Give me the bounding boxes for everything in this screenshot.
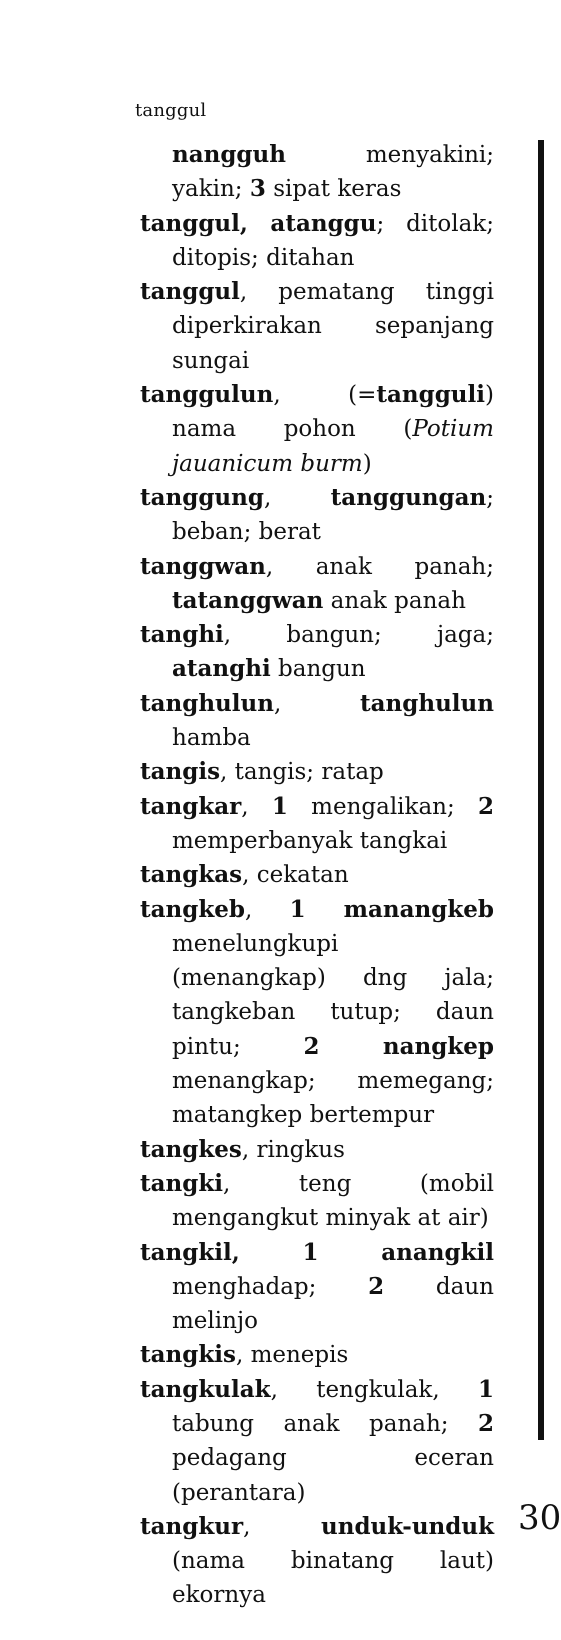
entry-headword: tangkes xyxy=(140,1135,242,1163)
entry-text: ; beban; berat xyxy=(172,484,494,546)
dictionary-entry xyxy=(140,138,494,207)
entry-headword: tanggul xyxy=(140,278,240,306)
entry-headword: tangkur xyxy=(140,1512,244,1540)
entry-latin-name: Potium jauanicum burm xyxy=(172,416,494,477)
dictionary-entry xyxy=(140,755,494,789)
entry-text: daun melinjo xyxy=(172,1273,494,1335)
entry-text: , (= xyxy=(273,382,377,409)
column-rule xyxy=(538,140,544,1440)
entry-text: menangkap; memegang; matangkep bertempur xyxy=(172,1068,494,1129)
entry-headword: 1 manangkeb xyxy=(289,895,494,923)
page-number: 30 xyxy=(518,1498,561,1538)
entry-headword: 1 xyxy=(477,1375,494,1403)
entry-headword: atanghi xyxy=(172,655,271,683)
entry-text: , cekatan xyxy=(242,862,349,889)
entry-text: memperbanyak tangkai xyxy=(172,827,448,854)
dictionary-entry xyxy=(140,1167,494,1236)
entry-headword: 3 xyxy=(249,175,266,203)
entry-text: bangun xyxy=(270,656,366,683)
dictionary-entry xyxy=(140,687,494,756)
dictionary-entry xyxy=(140,790,494,859)
entry-text: ) nama pohon ( xyxy=(172,382,494,443)
dictionary-entry xyxy=(140,893,494,1133)
entry-text: anak panah xyxy=(323,587,466,614)
entry-headword: tanghulun xyxy=(140,689,274,717)
running-head: tanggul xyxy=(135,100,207,121)
entry-headword: tangguli xyxy=(376,381,486,409)
entry-text: , tangis; ratap xyxy=(220,759,384,786)
entry-headword: tanggulun xyxy=(140,381,274,409)
entry-headword: tanggung xyxy=(140,483,264,511)
entry-text: mengalikan; xyxy=(287,793,478,820)
dictionary-entry xyxy=(140,1373,494,1510)
entry-text: , menepis xyxy=(235,1342,349,1369)
entry-headword: unduk-unduk xyxy=(321,1512,494,1540)
entry-text: tabung anak panah; xyxy=(172,1410,478,1437)
entry-headword: tangki xyxy=(140,1169,224,1197)
entry-text: ) xyxy=(362,450,372,477)
dictionary-entry xyxy=(140,481,494,550)
dictionary-entry xyxy=(140,378,494,481)
entry-text: menghadap; xyxy=(172,1273,369,1300)
dictionary-entries xyxy=(140,138,494,1613)
entry-text: , tengkulak, xyxy=(270,1376,478,1403)
entry-headword: tanggul, atanggu xyxy=(140,209,377,237)
entry-headword: tanghulun xyxy=(360,689,494,717)
entry-text: , pematang tinggi diperkirakan sepanjang sungai xyxy=(172,279,494,374)
dictionary-entry xyxy=(140,1510,494,1613)
dictionary-entry xyxy=(140,618,494,687)
entry-text: , xyxy=(273,690,361,717)
entry-text: (nama binatang laut) ekornya xyxy=(172,1548,494,1609)
entry-text: , teng (mobil mengangkut minyak at air) xyxy=(172,1170,494,1232)
entry-headword: tangis xyxy=(140,758,221,786)
dictionary-entry xyxy=(140,207,494,276)
entry-text: ; ditolak; ditopis; ditahan xyxy=(172,210,494,271)
entry-text: sipat keras xyxy=(265,176,402,203)
entry-text: hamba xyxy=(172,725,251,752)
dictionary-entry xyxy=(140,858,494,892)
entry-headword: tatanggwan xyxy=(172,586,324,614)
entry-headword: tanghi xyxy=(140,621,224,649)
dictionary-entry xyxy=(140,1338,494,1372)
entry-text: , xyxy=(263,484,331,511)
entry-headword: 2 xyxy=(368,1272,385,1300)
entry-text: menelungkupi (menangkap) dng jala; tangkeban tutup; daun pintu; xyxy=(172,930,494,1060)
entry-headword: tangkeb xyxy=(140,895,245,923)
entry-headword: tangkil, 1 anangkil xyxy=(140,1238,494,1266)
entry-headword: 2 nangkep xyxy=(303,1032,494,1060)
entry-text: , xyxy=(244,896,290,923)
entry-headword: tangkas xyxy=(140,861,243,889)
entry-headword: 2 xyxy=(477,1409,494,1437)
entry-headword: 1 xyxy=(271,792,288,820)
entry-headword: tangkulak xyxy=(140,1375,271,1403)
dictionary-entry xyxy=(140,1133,494,1167)
entry-headword: tanggungan xyxy=(330,483,487,511)
entry-text: , xyxy=(241,793,272,820)
entry-headword: tangkar xyxy=(140,792,242,820)
dictionary-entry xyxy=(140,1236,494,1339)
dictionary-entry xyxy=(140,550,494,619)
entry-text: , anak panah; xyxy=(265,553,494,580)
entry-text: menyakini; yakin; xyxy=(172,142,494,203)
entry-headword: nangguh xyxy=(172,141,286,168)
entry-headword: tanggwan xyxy=(140,552,266,580)
entry-text: , bangun; jaga; xyxy=(223,622,494,649)
entry-text: , ringkus xyxy=(241,1136,345,1163)
entry-text: , xyxy=(243,1513,322,1540)
entry-text: pedagang eceran (perantara) xyxy=(172,1445,494,1506)
dictionary-entry xyxy=(140,275,494,378)
entry-headword: 2 xyxy=(478,792,495,820)
entry-headword: tangkis xyxy=(140,1341,236,1369)
